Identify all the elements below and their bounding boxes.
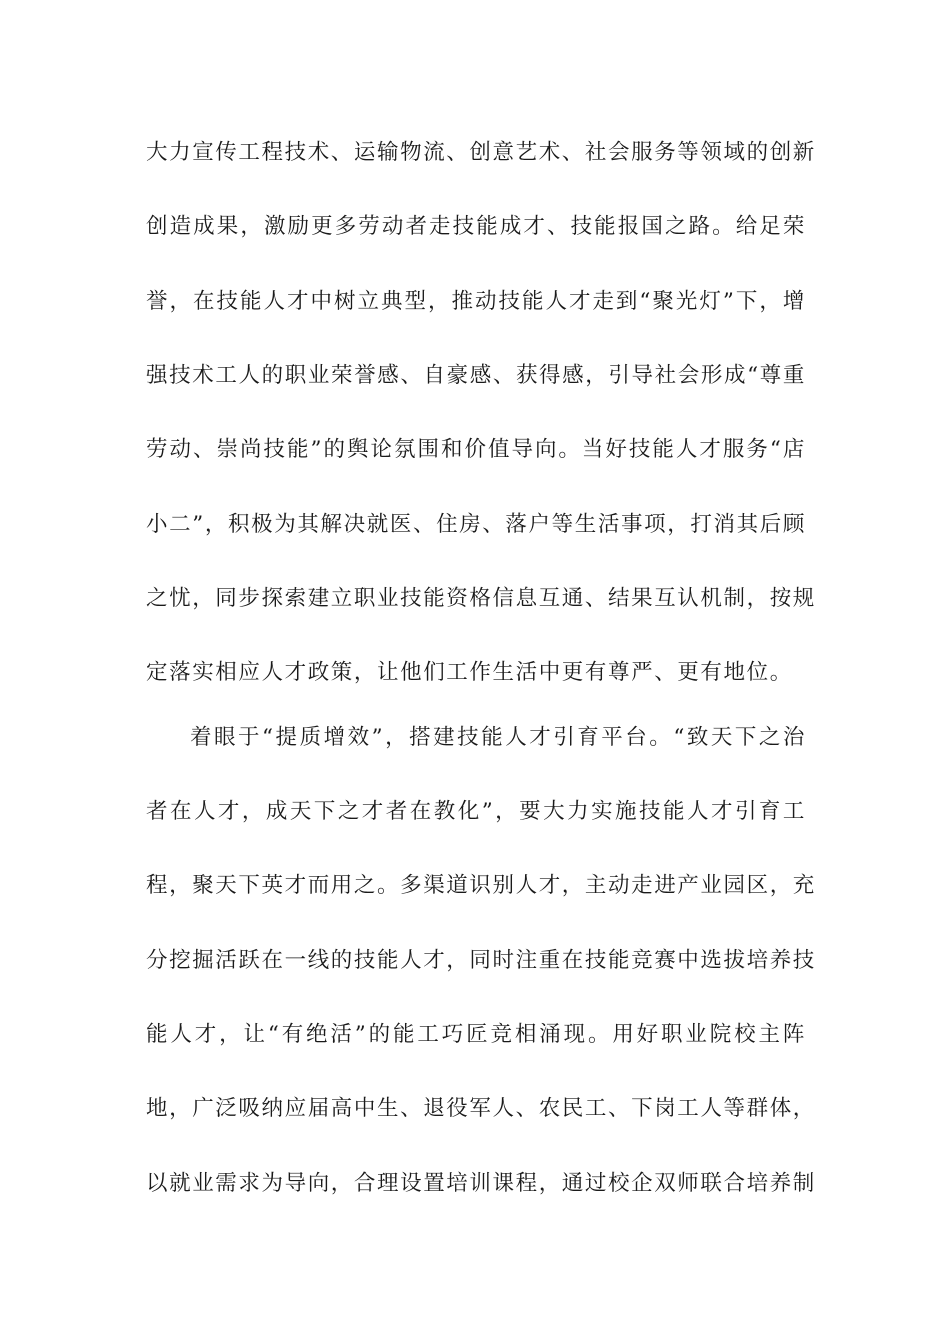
text-line-9-paragraph-start: 着眼于“提质增效”，搭建技能人才引育平台。“致天下之治 — [190, 725, 806, 750]
text-line-3: 誉，在技能人才中树立典型，推动技能人才走到“聚光灯”下，增 — [146, 289, 806, 314]
text-line-1: 大力宣传工程技术、运输物流、创意艺术、社会服务等领域的创新 — [146, 140, 816, 165]
text-line-11: 程，聚天下英才而用之。多渠道识别人才，主动走进产业园区，充 — [146, 873, 816, 898]
text-line-5: 劳动、崇尚技能”的舆论氛围和价值导向。当好技能人才服务“店 — [146, 437, 806, 462]
text-line-2: 创造成果，激励更多劳动者走技能成才、技能报国之路。给足荣 — [146, 214, 806, 239]
text-line-6: 小二”，积极为其解决就医、住房、落户等生活事项，打消其后顾 — [146, 512, 806, 537]
text-line-8-paragraph-end: 定落实相应人才政策，让他们工作生活中更有尊严、更有地位。 — [146, 660, 793, 685]
text-line-4: 强技术工人的职业荣誉感、自豪感、获得感，引导社会形成“尊重 — [146, 363, 806, 388]
text-line-12: 分挖掘活跃在一线的技能人才，同时注重在技能竞赛中选拔培养技 — [146, 948, 816, 973]
text-line-7: 之忧，同步探索建立职业技能资格信息互通、结果互认机制，按规 — [146, 586, 816, 611]
text-line-10: 者在人才，成天下之才者在教化”，要大力实施技能人才引育工 — [146, 799, 806, 824]
text-line-15: 以就业需求为导向，合理设置培训课程，通过校企双师联合培养制 — [146, 1171, 816, 1196]
text-line-13: 能人才，让“有绝活”的能工巧匠竞相涌现。用好职业院校主阵 — [146, 1022, 806, 1047]
text-line-14: 地，广泛吸纳应届高中生、退役军人、农民工、下岗工人等群体， — [146, 1096, 816, 1121]
